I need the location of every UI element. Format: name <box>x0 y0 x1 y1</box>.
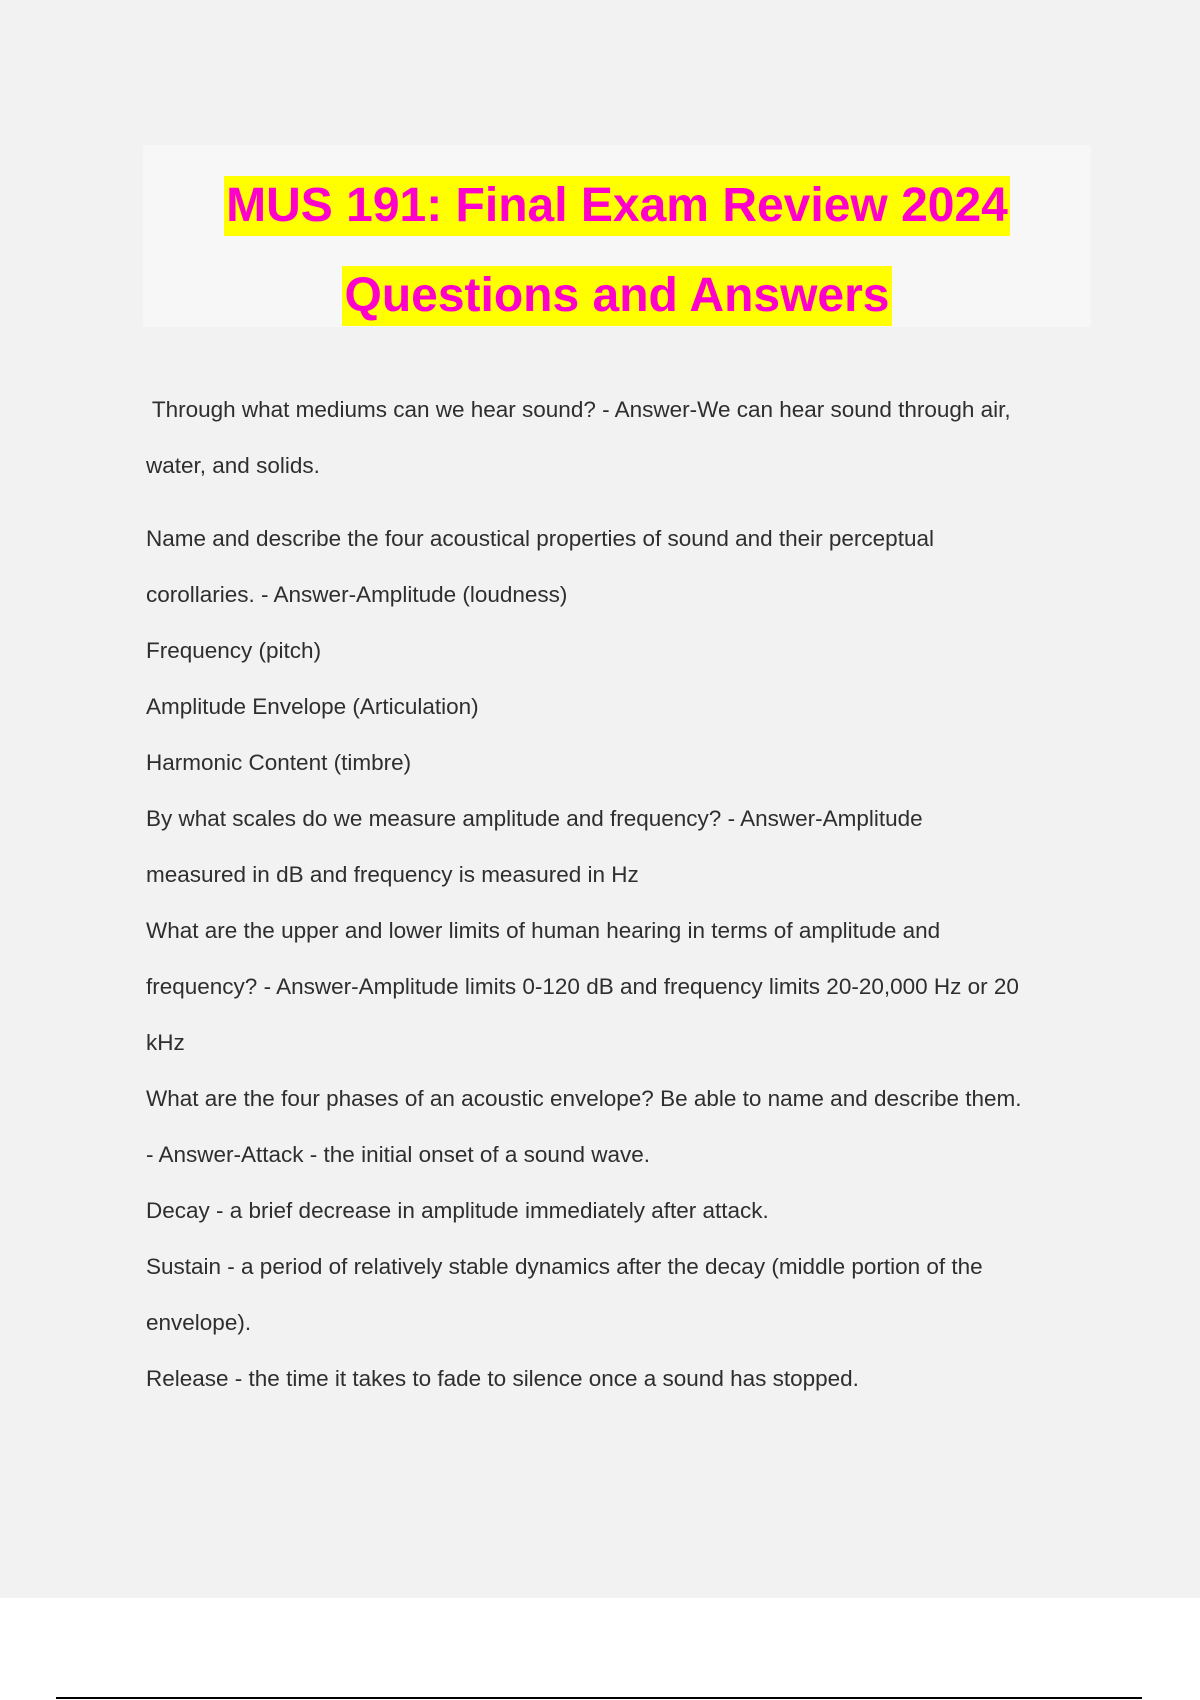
page-title-line-2: Questions and Answers <box>342 266 891 326</box>
text-line: What are the four phases of an acoustic envelope? Be able to name and describe them. <box>146 1086 1022 1111</box>
text-line: corollaries. - Answer-Amplitude (loudness) <box>146 582 568 607</box>
text-line: Release - the time it takes to fade to silence once a sound has stopped. <box>146 1366 859 1391</box>
paragraph-gap <box>146 494 1096 511</box>
page-title-line-1: MUS 191: Final Exam Review 2024 <box>224 176 1010 236</box>
text-line: Harmonic Content (timbre) <box>146 750 412 775</box>
title-row-2 <box>143 266 1091 326</box>
text-line: What are the upper and lower limits of human hearing in terms of amplitude and <box>146 918 941 943</box>
text-line: frequency? - Answer-Amplitude limits 0-120 dB and frequency limits 20-20,000 Hz or 20 <box>146 974 1019 999</box>
text-line: measured in dB and frequency is measured in Hz <box>146 862 639 887</box>
text-line: By what scales do we measure amplitude and frequency? - Answer-Amplitude <box>146 806 923 831</box>
text-line: Frequency (pitch) <box>146 638 322 663</box>
text-line: - Answer-Attack - the initial onset of a sound wave. <box>146 1142 650 1167</box>
text-line: water, and solids. <box>146 453 320 478</box>
title-row-1 <box>143 176 1091 236</box>
text-line: Sustain - a period of relatively stable dynamics after the decay (middle portion of the <box>146 1254 983 1279</box>
text-line: Decay - a brief decrease in amplitude immediately after attack. <box>146 1198 769 1223</box>
text-line: Name and describe the four acoustical properties of sound and their perceptual <box>146 526 934 551</box>
text-line: Through what mediums can we hear sound? - Answer-We can hear sound through air, <box>146 397 1011 422</box>
text-line: Amplitude Envelope (Articulation) <box>146 694 479 719</box>
text-line: kHz <box>146 1030 185 1055</box>
qa-content <box>146 382 1096 1407</box>
footer-divider <box>56 1697 1142 1699</box>
text-line: envelope). <box>146 1310 252 1335</box>
title-block <box>143 145 1091 327</box>
